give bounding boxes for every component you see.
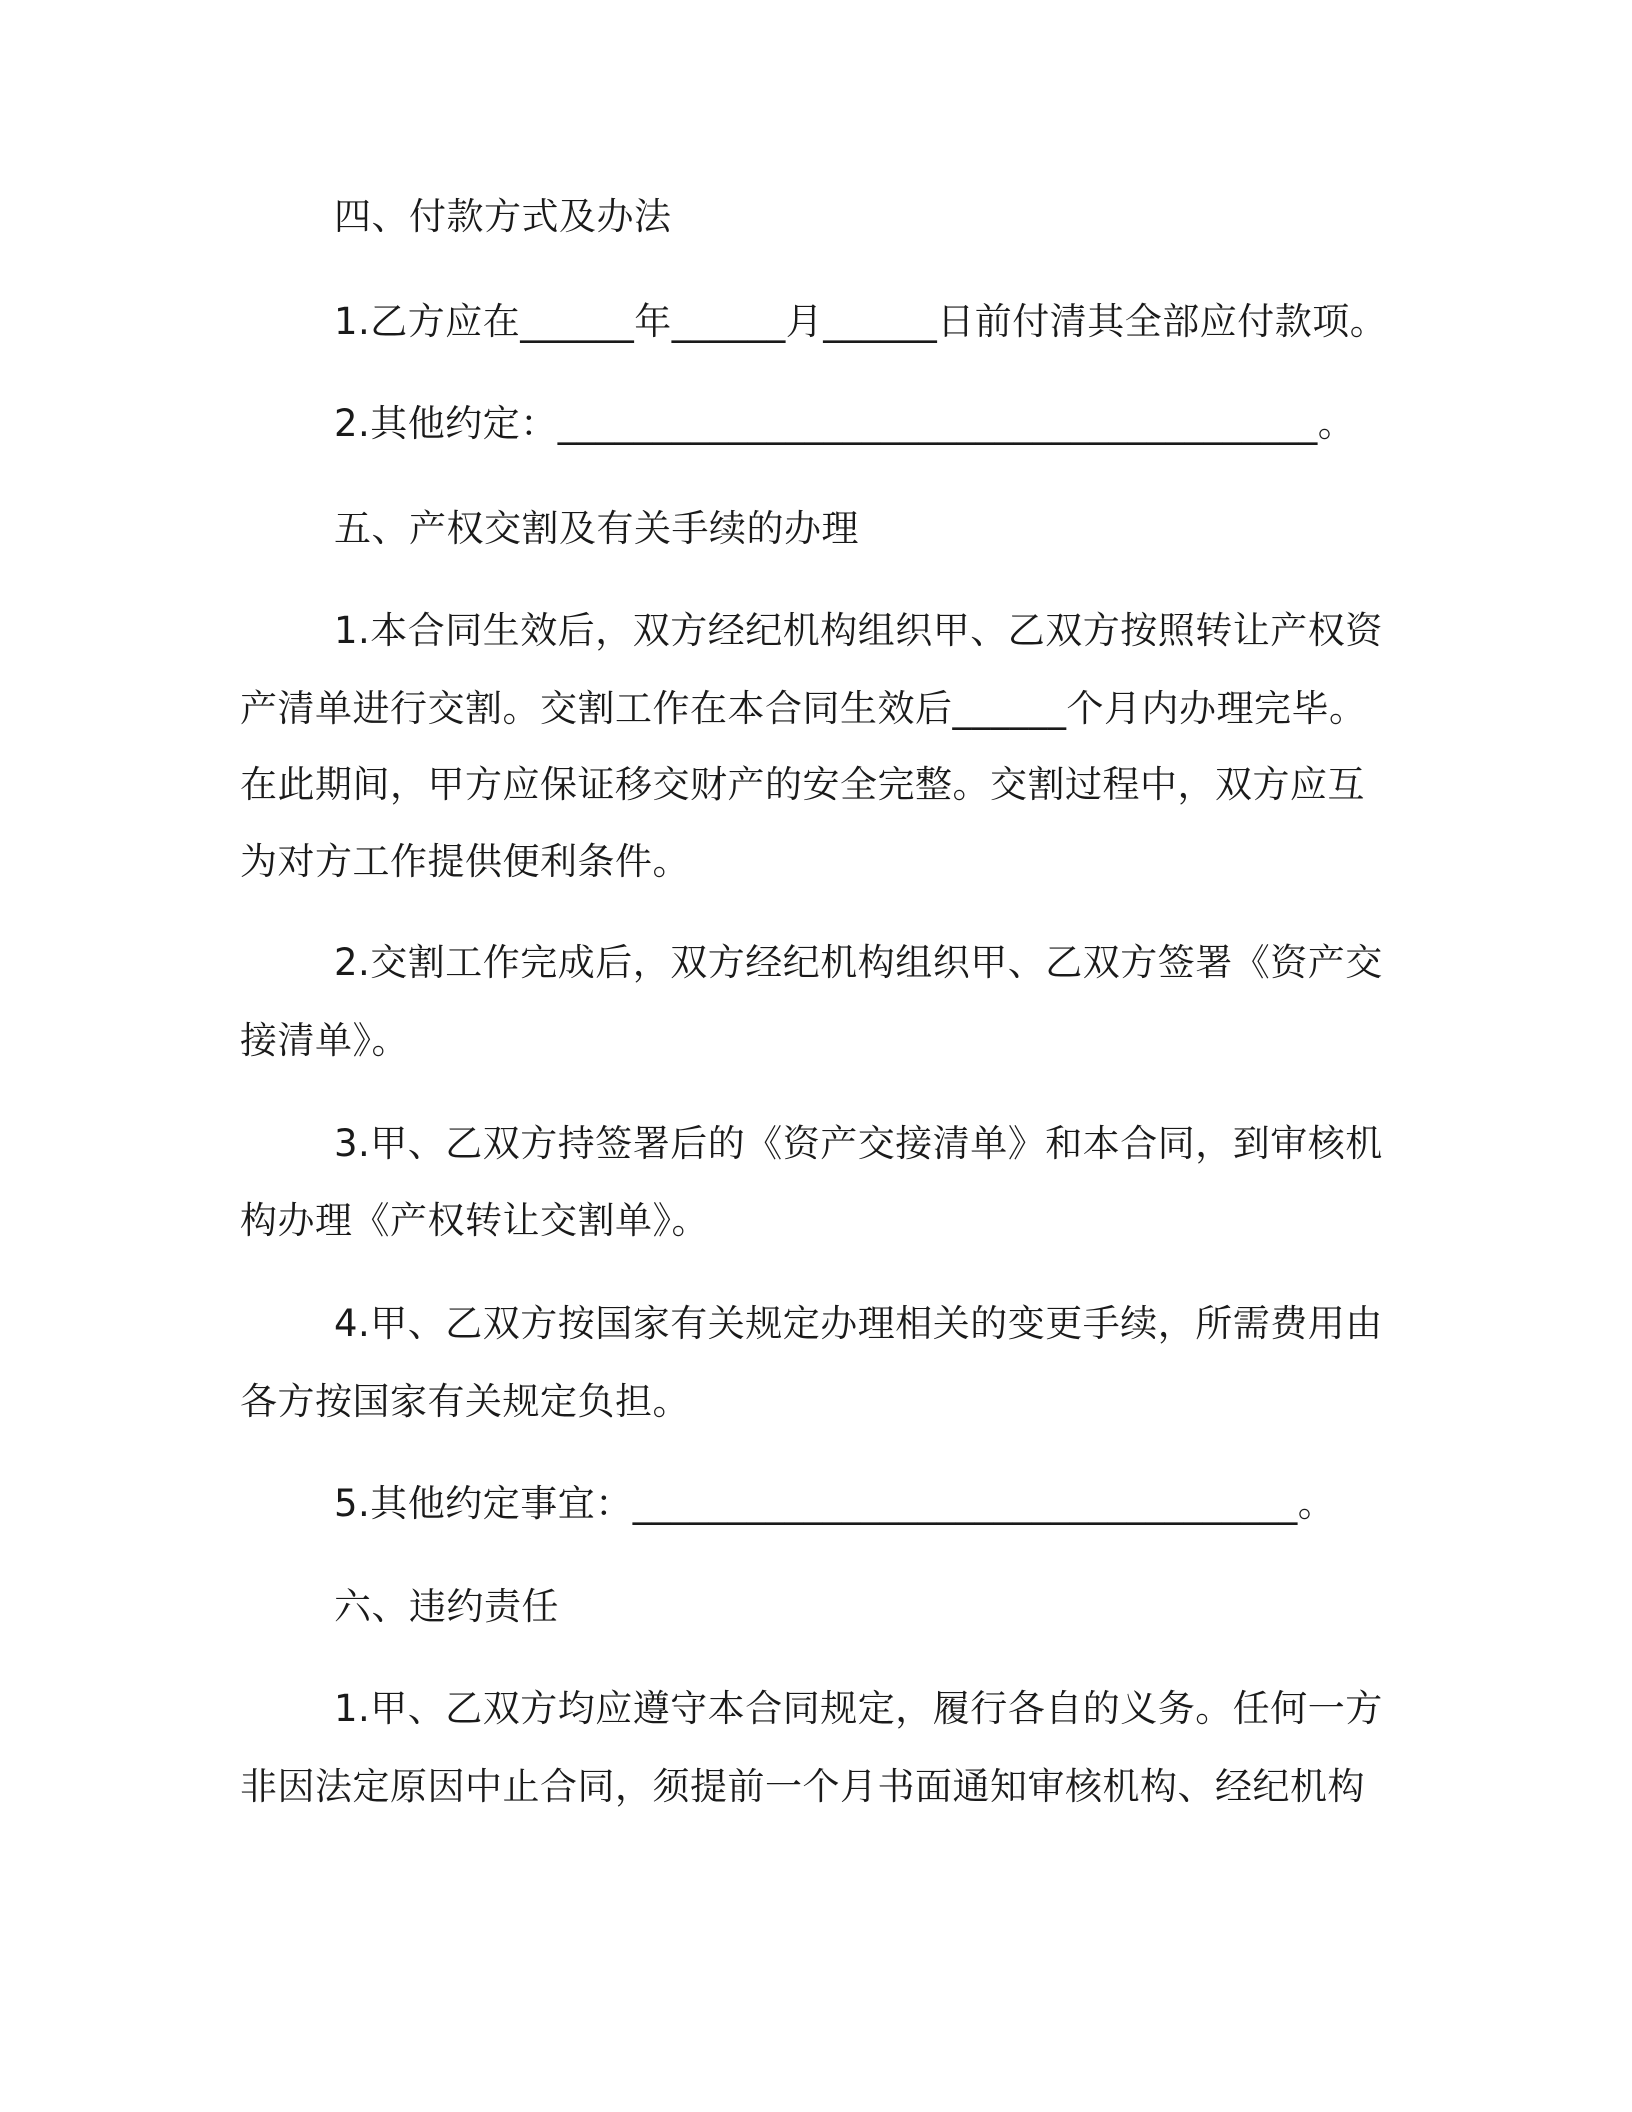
paragraph-line: 1.本合同生效后，双方经纪机构组织甲、乙双方按照转让产权资 [334, 609, 1383, 652]
paragraph-line: 构办理《产权转让交割单》。 [240, 1199, 709, 1242]
paragraph-line: 2.其他约定：________________________________________。 [334, 402, 1356, 445]
paragraph-line: 3.甲、乙双方持签署后的《资产交接清单》和本合同，到审核机 [334, 1122, 1383, 1165]
paragraph-line: 1.乙方应在______年______月______日前付清其全部应付款项。 [334, 300, 1388, 343]
paragraph-line: 1.甲、乙双方均应遵守本合同规定，履行各自的义务。任何一方 [334, 1687, 1383, 1730]
paragraph-line: 各方按国家有关规定负担。 [240, 1380, 690, 1423]
paragraph-line: 4.甲、乙双方按国家有关规定办理相关的变更手续，所需费用由 [334, 1302, 1383, 1345]
paragraph-line: 2.交割工作完成后，双方经纪机构组织甲、乙双方签署《资产交 [334, 941, 1383, 984]
section-heading-liability: 六、违约责任 [334, 1585, 559, 1628]
paragraph-line: 在此期间，甲方应保证移交财产的安全完整。交割过程中，双方应互 [240, 763, 1365, 806]
paragraph-line: 5.其他约定事宜：___________________________________。 [334, 1482, 1336, 1525]
section-heading-transfer: 五、产权交割及有关手续的办理 [334, 507, 859, 550]
paragraph-line: 接清单》。 [240, 1019, 409, 1062]
section-heading-payment: 四、付款方式及办法 [334, 195, 672, 238]
paragraph-line: 非因法定原因中止合同，须提前一个月书面通知审核机构、经纪机构 [240, 1765, 1365, 1808]
paragraph-line: 产清单进行交割。交割工作在本合同生效后______个月内办理完毕。 [240, 687, 1367, 730]
paragraph-line: 为对方工作提供便利条件。 [240, 840, 690, 883]
